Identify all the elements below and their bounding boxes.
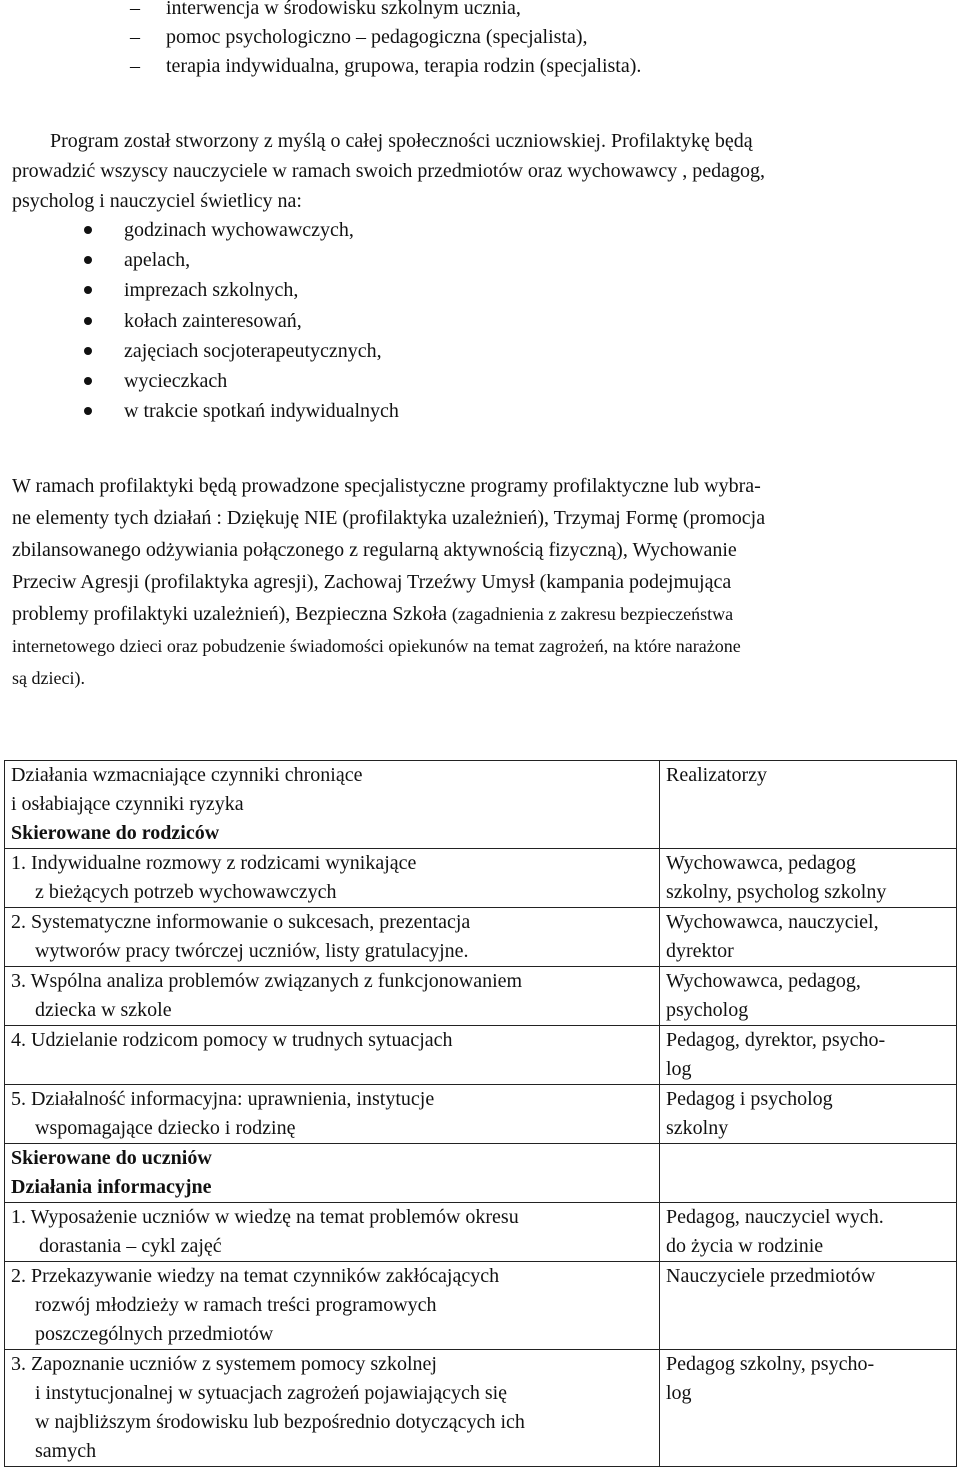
dash-list-item: – terapia indywidualna, grupowa, terapia rodzin (specjalista).: [130, 55, 642, 77]
bullet-dot-icon: [84, 226, 92, 234]
table-header-row: [5, 761, 957, 849]
paragraph-programs: W ramach profilaktyki będą prowadzone specjalistyczne programy profilaktyczne lub wybra- ne elementy tych działań : Dziękuję NIE (profilaktyka uzależnień), Trzymaj Formę (promocja zbilansowanego odżywiania połączonego z regularną aktywnością fizyczną), Wychowanie Przeciw Agresji (profilaktyka agresji), Zachowaj Trzeźwy Umysł (kampania podejmująca problemy profilaktyki uzależnień), Bezpieczna Szkoła (zagadnienia z zakresu bezpieczeństwa internetowego dzieci oraz pobudzenie świadomości opiekunów na temat zagrożeń, na które narażone są dzieci).: [12, 475, 766, 688]
bullet-item: apelach,: [84, 245, 399, 275]
table-row: 2. Systematyczne informowanie o sukcesach, prezentacja wytworów pracy twórczej uczniów, listy gratulacyjne. Wychowawca, nauczyciel, dyrektor: [5, 908, 957, 967]
bullet-dot-icon: [84, 256, 92, 264]
students-section-heading: Skierowane do uczniów Działania informacyjne: [5, 1144, 660, 1203]
bullet-dot-icon: [84, 286, 92, 294]
bullet-item: kołach zainteresowań,: [84, 306, 399, 336]
bullet-dot-icon: [84, 377, 92, 385]
dash-list: [130, 0, 641, 81]
table-header-right: Realizatorzy: [660, 761, 957, 849]
dash-list-item: – interwencja w środowisku szkolnym ucznia,: [130, 0, 521, 19]
bullet-dot-icon: [84, 347, 92, 355]
bullet-item: godzinach wychowawczych,: [84, 215, 399, 245]
table-row: 1. Wyposażenie uczniów w wiedzę na temat problemów okresu dorastania – cykl zajęć Pedagog, nauczyciel wych. do życia w rodzinie: [5, 1203, 957, 1262]
table-header-left: Działania wzmacniające czynniki chroniące i osłabiające czynniki ryzyka Skierowane do rodziców: [5, 761, 660, 849]
bullet-item: imprezach szkolnych,: [84, 275, 399, 305]
table-row: 2. Przekazywanie wiedzy na temat czynników zakłócających rozwój młodzieży w ramach treści programowych poszczególnych przedmiotów Nauczyciele przedmiotów: [5, 1262, 957, 1350]
bullet-item: w trakcie spotkań indywidualnych: [84, 396, 399, 426]
bullet-item: zajęciach socjoterapeutycznych,: [84, 336, 399, 366]
bullet-list: [84, 215, 399, 426]
table-row: 3. Wspólna analiza problemów związanych z funkcjonowaniem dziecka w szkole Wychowawca, pedagog, psycholog: [5, 967, 957, 1026]
dash-list-item: – pomoc psychologiczno – pedagogiczna (specjalista),: [130, 26, 588, 48]
bullet-dot-icon: [84, 317, 92, 325]
table-row: 1. Indywidualne rozmowy z rodzicami wynikające z bieżących potrzeb wychowawczych Wychowawca, pedagog szkolny, psycholog szkolny: [5, 849, 957, 908]
bullet-dot-icon: [84, 407, 92, 415]
table-row: 3. Zapoznanie uczniów z systemem pomocy szkolnej i instytucjonalnej w sytuacjach zagrożeń pojawiających się w najbliższym środowisku lub bezpośrednio dotyczących ich samych Pedagog szkolny, psycho- log: [5, 1350, 957, 1467]
table-section-row: [5, 1144, 957, 1203]
table-row: 5. Działalność informacyjna: uprawnienia, instytucje wspomagające dziecko i rodzinę Pedagog i psycholog szkolny: [5, 1085, 957, 1144]
table-row: 4. Udzielanie rodzicom pomocy w trudnych sytuacjach Pedagog, dyrektor, psycho- log: [5, 1026, 957, 1085]
paragraph-intro: Program został stworzony z myślą o całej społeczności uczniowskiej. Profilaktykę będą prowadzić wszyscy nauczyciele w ramach swoich przedmiotów oraz wychowawcy , pedagog, psycholog i nauczyciel świetlicy na:: [12, 130, 766, 212]
actions-table: [4, 760, 957, 1467]
bullet-item: wycieczkach: [84, 366, 399, 396]
